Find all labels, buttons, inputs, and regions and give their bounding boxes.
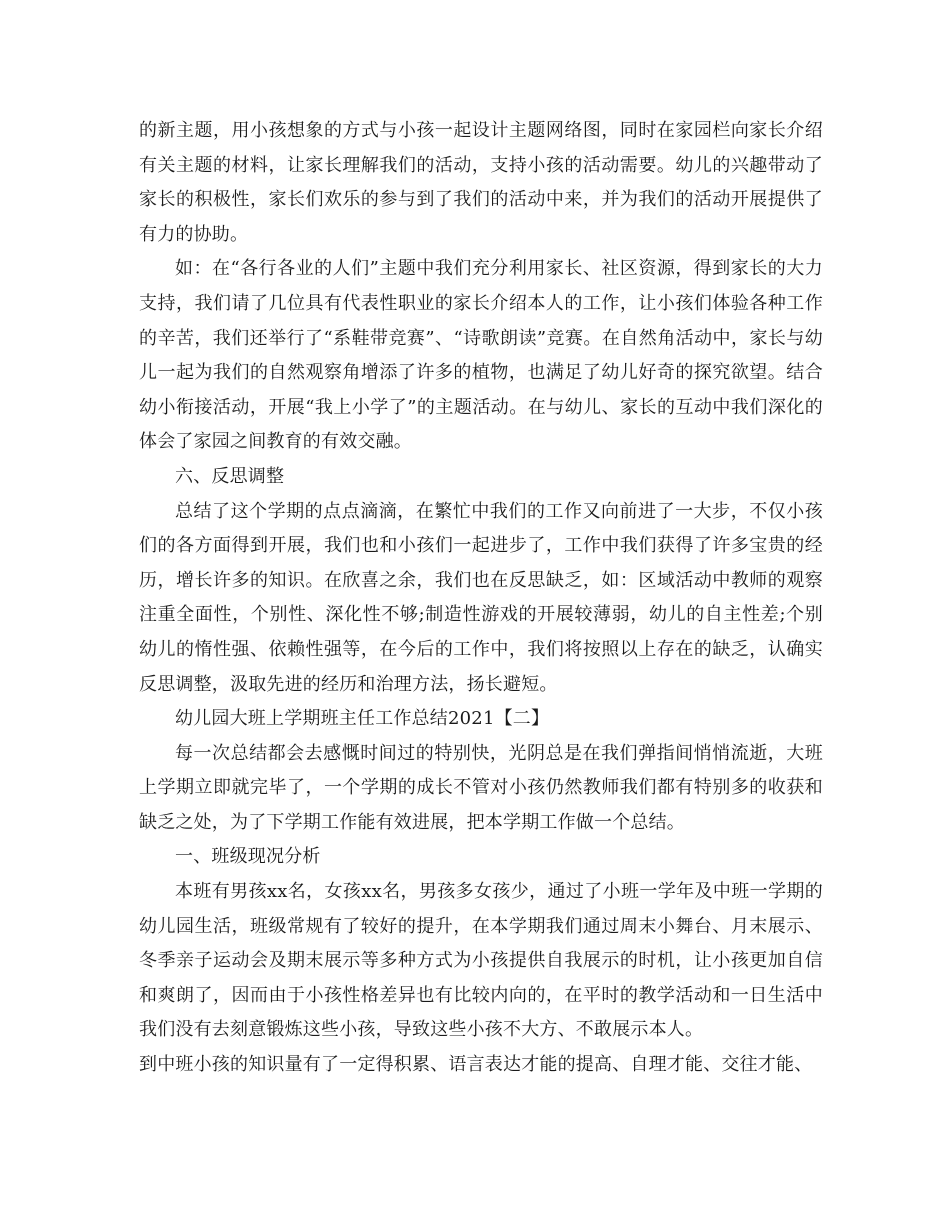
section-heading-class-analysis: 一、班级现况分析 <box>175 846 321 868</box>
paragraph-trailing: 到中班小孩的知识量有了一定得积累、语言表达才能的提高、自理才能、交往才能、 <box>139 1054 813 1076</box>
paragraph-parent-involvement: 如：在“各行各业的人们”主题中我们充分利用家长、社区资源，得到家长的大力支持，我们请了几位具有代表性职业的家长介绍本人的工作，让小孩们体验各种工作的辛苦，我们还举行了“系鞋带竞赛”、“诗歌朗读”竞赛。在自然角活动中，家长与幼儿一起为我们的自然观察角增添了许多的植物，也满足了幼儿好奇的探究欲望。结合幼小衔接活动，开展“我上小学了”的主题活动。在与幼儿、家长的互动中我们深化的体会了家园之间教育的有效交融。 <box>139 258 823 453</box>
paragraph-continuation: 的新主题，用小孩想象的方式与小孩一起设计主题网络图，同时在家园栏向家长介绍有关主题的材料，让家长理解我们的活动，支持小孩的活动需要。幼儿的兴趣带动了家长的积极性，家长们欢乐的参与到了我们的活动中来，并为我们的活动开展提供了有力的协助。 <box>139 120 823 245</box>
section-heading-reflection: 六、反思调整 <box>175 465 285 487</box>
document-body <box>139 114 823 1083</box>
paragraph-introduction: 每一次总结都会去感慨时间过的特别快，光阴总是在我们弹指间悄悄流逝，大班上学期立即就完毕了，一个学期的成长不管对小孩仍然教师我们都有特别多的收获和缺乏之处，为了下学期工作能有效进展，把本学期工作做一个总结。 <box>139 742 823 833</box>
document-title-part-two: 幼儿园大班上学期班主任工作总结2021【二】 <box>175 708 550 730</box>
paragraph-reflection: 总结了这个学期的点点滴滴，在繁忙中我们的工作又向前进了一大步，不仅小孩们的各方面得到开展，我们也和小孩们一起进步了，工作中我们获得了许多宝贵的经历，增长许多的知识。在欣喜之余，我们也在反思缺乏，如：区域活动中教师的观察注重全面性，个别性、深化性不够;制造性游戏的开展较薄弱，幼儿的自主性差;个别幼儿的惰性强、依赖性强等，在今后的工作中，我们将按照以上存在的缺乏，认确实反思调整，汲取先进的经历和治理方法，扬长避短。 <box>139 500 823 695</box>
paragraph-class-analysis: 本班有男孩xx名，女孩xx名，男孩多女孩少，通过了小班一学年及中班一学期的幼儿园生活，班级常规有了较好的提升，在本学期我们通过周末小舞台、月末展示、冬季亲子运动会及期末展示等多种方式为小孩提供自我展示的时机，让小孩更加自信和爽朗了，因而由于小孩性格差异也有比较内向的，在平时的教学活动和一日生活中我们没有去刻意锻炼这些小孩，导致这些小孩不大方、不敢展示本人。 <box>139 881 823 1041</box>
